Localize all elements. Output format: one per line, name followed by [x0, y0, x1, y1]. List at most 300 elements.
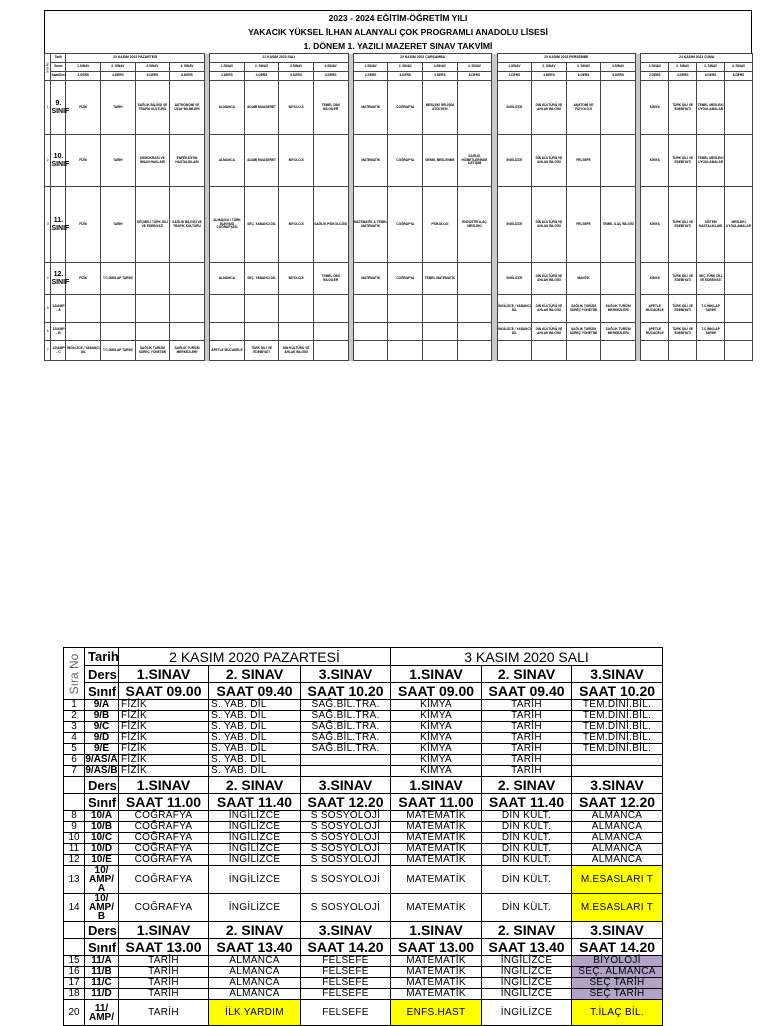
class-label: 11. SINIF [51, 187, 66, 263]
top-class-row [45, 323, 753, 341]
top-exam-cell [457, 341, 492, 361]
top-period-header: 8.DERS [313, 72, 348, 81]
exam-subject-cell: ALMANCA [209, 978, 301, 989]
exam-subject-cell: TEM.DİNİ.BİL. [572, 733, 663, 744]
exam-subject-cell: S SOSYOLOJİ [301, 833, 391, 844]
exam-subject-cell: S SOSYOLOJİ [301, 822, 391, 833]
top-exam-cell [66, 323, 101, 341]
bottom-exam-row [64, 666, 663, 683]
exam-subject-cell: TARİH [119, 989, 209, 1000]
exam-subject-cell: S SOSYOLOJİ [301, 866, 391, 894]
top-exam-cell [423, 295, 458, 323]
exam-subject-cell: DİN KÜLT. [482, 866, 572, 894]
top-exam-cell: BİYOLOJİ [279, 263, 314, 295]
exam-subject-cell [301, 755, 391, 766]
exam-subject-cell: COĞRAFYA [119, 811, 209, 822]
row-number: 6 [45, 323, 51, 341]
top-exam-cell [457, 263, 492, 295]
exam-subject-cell: TEM.DİNİ.BİL. [572, 722, 663, 733]
top-exam-cell [353, 295, 388, 323]
top-exam-cell: MATEMATİK & TEMEL MATEMATİK [353, 187, 388, 263]
top-exam-cell: FİZİK [66, 135, 101, 187]
bottom-class-row [64, 844, 663, 855]
top-class-row [45, 295, 753, 323]
top-exam-header: 4. SINAV [170, 63, 205, 72]
time-header: SAAT 11.40 [209, 794, 301, 811]
exam-subject-cell: İNGİLİZCE [209, 866, 301, 894]
top-day-header: 24 KASIM 2023 CUMA [641, 54, 753, 63]
top-exam-cell: İNGİLİZCE [497, 263, 532, 295]
exam-subject-cell: ALMANCA [209, 989, 301, 1000]
top-period-header: 8.DERS [601, 72, 636, 81]
time-header: SAAT 13.40 [209, 939, 301, 956]
exam-subject-cell: DİN KÜLT. [482, 833, 572, 844]
exam-subject-cell: ALMANCA [209, 967, 301, 978]
exam-subject-cell: KİMYA [391, 700, 482, 711]
row-number: 4 [64, 733, 85, 744]
top-exam-cell: DİN KÜLTÜRÜ VE AHLAK BİLGİSİ [279, 341, 314, 361]
top-exam-cell: SİSTEM HASTALIKLARI [697, 187, 725, 263]
top-class-row [45, 341, 753, 361]
exam-subject-cell: COĞRAFYA [119, 844, 209, 855]
row-number: 8 [64, 811, 85, 822]
lesson-label: Ders [85, 777, 119, 794]
top-period-header: 4.DERS [669, 72, 697, 81]
top-exam-cell [210, 295, 245, 323]
top-meta-label: Tarih [51, 54, 66, 63]
time-header: SAAT 11.00 [119, 794, 209, 811]
class-name: 11/A [85, 956, 119, 967]
top-exam-cell: ENDÜSTRİ İLAÇ MESLEKİ [457, 187, 492, 263]
time-header: SAAT 11.40 [482, 794, 572, 811]
top-day-header: 21 KASIM 2023 SALI [210, 54, 348, 63]
row-number: 1 [45, 81, 51, 135]
top-exam-cell: ADABI MUAŞERET [244, 81, 279, 135]
exam-subject-cell: MATEMATİK [391, 833, 482, 844]
class-name: 11/D [85, 989, 119, 1000]
top-exam-cell [313, 135, 348, 187]
row-number: 16 [64, 967, 85, 978]
top-exam-cell: T.C.İNKILAP TARİHİ [101, 341, 136, 361]
top-exam-header: 2. SINAV [101, 63, 136, 72]
exam-subject-cell: KİMYA [391, 733, 482, 744]
exam-subject-cell: SEÇ. ALMANCA [572, 967, 663, 978]
top-exam-header: 3. SINAV [697, 63, 725, 72]
top-exam-cell: T.C.İNKILAP TARİHİ [697, 295, 725, 323]
row-number: 9 [64, 822, 85, 833]
exam-subject-cell: MATEMATİK [391, 822, 482, 833]
top-exam-cell: MESLEKİ UYGULAMALAR [725, 187, 753, 263]
top-exam-header: 3.SINAV [423, 63, 458, 72]
exam-subject-cell: TARİH [482, 733, 572, 744]
bottom-date-row [64, 648, 663, 666]
class-name: 10/ AMP/ B [85, 894, 119, 922]
exam-subject-cell: KİMYA [391, 766, 482, 777]
class-label-header: Sınıf [85, 939, 119, 956]
exam-subject-cell: COĞRAFYA [119, 822, 209, 833]
bottom-class-row [64, 811, 663, 822]
top-exam-cell: ALMANCA [210, 135, 245, 187]
top-exam-cell: ALMANCA [210, 81, 245, 135]
top-exam-cell: ALMANCA [210, 263, 245, 295]
top-exam-cell: ENFEKSİYON HASTALIKLARI [170, 135, 205, 187]
exam-subject-cell: BİYOLOJİ [572, 956, 663, 967]
top-exam-cell [725, 323, 753, 341]
exam-header: 2. SINAV [482, 922, 572, 939]
top-title-exam: 1. DÖNEM 1. YAZILI MAZERET SINAV TAKVİMİ [303, 41, 493, 51]
top-exam-cell: DEMOKRASİ VE İNSAN HAKLARI [135, 135, 170, 187]
top-exam-cell: TÜRK DİLİ VE EDEBİYATI [669, 187, 697, 263]
time-header: SAAT 14.20 [572, 939, 663, 956]
top-exam-cell: TÜRK DİLİ VE EDEBİYATI [669, 135, 697, 187]
exam-subject-cell: MATEMATİK [391, 811, 482, 822]
bottom-time-row [64, 939, 663, 956]
row-number-header [64, 648, 85, 700]
top-exam-cell: SAĞLIK TURİZM MERKEZLERİ [601, 295, 636, 323]
row-number: 2 [45, 135, 51, 187]
time-header: SAAT 11.00 [391, 794, 482, 811]
top-exam-header: 4.SINAV [601, 63, 636, 72]
row-number: 1 [64, 700, 85, 711]
top-exam-cell: ASTRONOMİ VE UZAY BİLİMLERİ [170, 81, 205, 135]
exam-subject-cell: ALMANCA [572, 822, 663, 833]
top-exam-cell [725, 81, 753, 135]
top-exam-cell [601, 135, 636, 187]
row-number: 2 [64, 711, 85, 722]
top-period-header: 2.DERS [353, 72, 388, 81]
exam-subject-cell: S. YAB. DİL [209, 733, 301, 744]
time-header: SAAT 09.40 [482, 683, 572, 700]
top-exam-schedule [44, 10, 752, 361]
exam-subject-cell: KİMYA [391, 722, 482, 733]
exam-subject-cell: COĞRAFYA [119, 833, 209, 844]
top-class-row [45, 187, 753, 263]
top-exam-cell: SAĞLIK TURİZM SÜREÇ YÖNETİMİ [566, 323, 601, 341]
top-exam-header: 1.SINAV [641, 63, 669, 72]
day-header: 2 KASIM 2020 PAZARTESİ [119, 648, 391, 666]
top-period-header: 8.DERS [457, 72, 492, 81]
row-number: 14 [64, 894, 85, 922]
top-exam-cell: SEÇ.TÜRK DİLİ VE EDEBİYATI [697, 263, 725, 295]
exam-header: 1.SINAV [391, 922, 482, 939]
top-exam-cell: FİZİK [66, 263, 101, 295]
top-exam-cell [66, 295, 101, 323]
top-exam-header: 3.SINAV [135, 63, 170, 72]
bottom-exam-row [64, 777, 663, 794]
bottom-class-row [64, 755, 663, 766]
top-exam-cell: SEÇ. YABANCI DİL [244, 187, 279, 263]
exam-header: 3.SINAV [572, 777, 663, 794]
exam-header: 2. SINAV [482, 666, 572, 683]
exam-subject-cell: İNGİLİZCE [482, 978, 572, 989]
exam-subject-cell: KİMYA [391, 744, 482, 755]
top-exam-cell: KİMYA [641, 135, 669, 187]
top-exam-cell: DİN KÜLTÜRÜ VE AHLAK BİLGİSİ [532, 81, 567, 135]
top-exam-cell: İNGİLİZCE / YABANCI DİL [497, 323, 532, 341]
exam-subject-cell: DİN KÜLT. [482, 855, 572, 866]
lesson-label: Ders [85, 922, 119, 939]
top-exam-cell: COĞRAFYA [388, 135, 423, 187]
top-exam-cell: TEMEL DİNİ BİLGİLER [313, 263, 348, 295]
top-exam-cell: TEMEL İLAÇ BİLGİSİ [601, 187, 636, 263]
row-number-header: Sıra No [45, 54, 51, 81]
top-exam-cell [457, 295, 492, 323]
top-exam-cell: TÜRK DİLİ VE EDEBİYATI [244, 341, 279, 361]
top-exam-cell: SAĞLIK BİLGİSİ VE TRAFİK KÜLTÜRÜ [170, 187, 205, 263]
class-label-header: Sınıf [85, 794, 119, 811]
exam-subject-cell: DİN KÜLT. [482, 844, 572, 855]
row-number-blank [64, 794, 85, 811]
top-exam-cell: AFETLE MÜCADELE [641, 295, 669, 323]
top-exam-cell [353, 341, 388, 361]
exam-subject-cell: ALMANCA [572, 844, 663, 855]
class-name: 9/B [85, 711, 119, 722]
time-header: SAAT 13.00 [119, 939, 209, 956]
top-exam-cell [566, 341, 601, 361]
top-exam-cell [725, 135, 753, 187]
row-number: 20 [64, 1000, 85, 1026]
top-meta-label: Sınav [51, 63, 66, 72]
top-exam-cell: ALMANCA / TÜRK DÜNYASI COĞRAFYASI [210, 187, 245, 263]
exam-subject-cell [301, 766, 391, 777]
top-exam-cell: T.C.İNKILAP TARİHİ [101, 263, 136, 295]
top-header-row [45, 54, 753, 63]
top-title-school: YAKACIK YÜKSEL İLHAN ALANYALI ÇOK PROGRAMLI ANADOLU LİSESİ [248, 27, 548, 37]
top-period-header: 2.DERS [641, 72, 669, 81]
top-exam-cell [313, 323, 348, 341]
exam-subject-cell: MATEMATİK [391, 989, 482, 1000]
top-exam-cell: SAĞLIK TURİZM SÜREÇ YÖNETİMİ [135, 341, 170, 361]
exam-subject-cell: TARİH [482, 700, 572, 711]
class-label-header: Sınıf [85, 683, 119, 700]
exam-subject-cell: FİZİK [119, 744, 209, 755]
top-day-header: 23 KASIM 2023 PERŞEMBE [497, 54, 635, 63]
top-exam-cell [641, 341, 669, 361]
top-class-row [45, 81, 753, 135]
top-exam-cell: SAĞLIK HİZMETLERİNDE İLETİŞİM [457, 135, 492, 187]
bottom-exam-schedule [63, 647, 663, 1026]
top-class-row [45, 263, 753, 295]
top-exam-cell [279, 323, 314, 341]
top-exam-cell: T.C.İNKILAP TARİHİ [697, 323, 725, 341]
top-exam-cell: MATEMATİK [353, 135, 388, 187]
top-exam-cell [457, 81, 492, 135]
row-number: 18 [64, 989, 85, 1000]
exam-subject-cell: KİMYA [391, 711, 482, 722]
class-name: 11/C [85, 978, 119, 989]
top-exam-cell: İNGİLİZCE [497, 135, 532, 187]
class-name: 11/ AMP/ [85, 1000, 119, 1026]
top-period-header: 4.DERS [101, 72, 136, 81]
row-number: 3 [45, 187, 51, 263]
row-number: 13 [64, 866, 85, 894]
exam-header: 1.SINAV [119, 922, 209, 939]
top-period-header: 8.DERS [170, 72, 205, 81]
top-exam-cell: İNGİLİZCE / YABANCI DİL [497, 295, 532, 323]
row-number: 5 [64, 744, 85, 755]
row-number: 15 [64, 956, 85, 967]
top-period-header: 4.DERS [244, 72, 279, 81]
exam-subject-cell: İNGİLİZCE [209, 833, 301, 844]
top-exam-cell [423, 341, 458, 361]
top-period-header: 2.DERS [497, 72, 532, 81]
top-exam-header: 4. SINAV [457, 63, 492, 72]
exam-header: 3.SINAV [301, 777, 391, 794]
top-exam-cell: TARİH [101, 187, 136, 263]
top-exam-cell [135, 263, 170, 295]
top-exam-cell [669, 341, 697, 361]
top-exam-cell [313, 341, 348, 361]
top-period-header: 6.DERS [566, 72, 601, 81]
top-exam-header: 2. SINAV [244, 63, 279, 72]
top-period-header: 6.DERS [135, 72, 170, 81]
row-number: 6 [64, 755, 85, 766]
exam-subject-cell: TARİH [119, 956, 209, 967]
class-label: 12/AMP - C [51, 341, 66, 361]
top-exam-cell [101, 323, 136, 341]
top-exam-cell [725, 263, 753, 295]
bottom-time-row [64, 683, 663, 700]
top-exam-cell: TARİH [101, 135, 136, 187]
top-exam-cell: İNGİLİZCE / YABANCI DİL [66, 341, 101, 361]
exam-subject-cell: FELSEFE [301, 989, 391, 1000]
top-exam-header: 1.SINAV [497, 63, 532, 72]
exam-subject-cell: SEÇ TARİH [572, 989, 663, 1000]
exam-subject-cell: S SOSYOLOJİ [301, 855, 391, 866]
top-exam-cell [388, 341, 423, 361]
exam-subject-cell: TARİH [482, 711, 572, 722]
exam-subject-cell: FELSEFE [301, 978, 391, 989]
exam-header: 1.SINAV [391, 777, 482, 794]
exam-subject-cell: DİN KÜLT. [482, 894, 572, 922]
row-number: 4 [45, 263, 51, 295]
day-header: 3 KASIM 2020 SALI [391, 648, 663, 666]
exam-subject-cell: FİZİK [119, 722, 209, 733]
top-exam-cell: SAĞLIK BİLGİSİ VE TRAFİK KÜLTÜRÜ [135, 81, 170, 135]
top-exam-cell: TÜRK DİLİ VE EDEBİYATI [669, 295, 697, 323]
class-name: 10/C [85, 833, 119, 844]
class-label: 10. SINIF [51, 135, 66, 187]
exam-header: 3.SINAV [301, 666, 391, 683]
exam-subject-cell: COĞRAFYA [119, 894, 209, 922]
exam-subject-cell: T.İLAÇ BİL. [572, 1000, 663, 1026]
top-title-block [44, 10, 752, 53]
top-exam-cell [532, 341, 567, 361]
top-exam-cell: SAĞLIK TURİZM MERKEZLERİ [170, 341, 205, 361]
top-exam-cell: TEMEL DİNİ BİLGİLER [313, 81, 348, 135]
exam-subject-cell: İNGİLİZCE [482, 1000, 572, 1026]
top-exam-cell [601, 263, 636, 295]
top-exam-header: 1.SINAV [353, 63, 388, 72]
exam-subject-cell: İLK YARDIM [209, 1000, 301, 1026]
top-exam-cell: MATEMATİK [353, 263, 388, 295]
top-exam-cell [170, 295, 205, 323]
top-exam-header: 4.SINAV [313, 63, 348, 72]
top-exam-cell [170, 263, 205, 295]
top-exam-cell [601, 341, 636, 361]
top-exam-cell [353, 323, 388, 341]
top-day-header: 20 KASIM 2023 PAZARTESİ [66, 54, 204, 63]
top-exam-header: 2. SINAV [532, 63, 567, 72]
top-period-header: 6.DERS [279, 72, 314, 81]
class-label: 9. SINIF [51, 81, 66, 135]
top-exam-cell: MANTIK [566, 263, 601, 295]
top-exam-cell: COĞRAFYA [388, 81, 423, 135]
exam-subject-cell: COĞRAFYA [119, 866, 209, 894]
row-number: 7 [45, 341, 51, 361]
time-header: SAAT 10.20 [301, 683, 391, 700]
exam-subject-cell: MATEMATİK [391, 978, 482, 989]
exam-subject-cell: SAĞ.BİL.TRA. [301, 744, 391, 755]
class-name: 10/D [85, 844, 119, 855]
exam-subject-cell: TARİH [482, 755, 572, 766]
class-name: 10/B [85, 822, 119, 833]
top-exam-cell: FİZİK [66, 187, 101, 263]
bottom-class-row [64, 1000, 663, 1026]
class-name: 9/AS/A [85, 754, 118, 765]
exam-subject-cell: S. YAB. DİL [209, 766, 301, 777]
top-day-header: 22 KASIM 2023 ÇARŞAMBA [353, 54, 491, 63]
top-exam-cell: TEMEL MATEMATİK [423, 263, 458, 295]
top-title-year: 2023 - 2024 EĞİTİM-ÖĞRETİM YILI [328, 13, 468, 23]
top-exam-cell [601, 81, 636, 135]
top-exam-cell [457, 323, 492, 341]
exam-subject-cell: MATEMATİK [391, 956, 482, 967]
top-exam-cell: SAĞLIK TURİZM SÜREÇ YÖNETİMİ [566, 295, 601, 323]
exam-subject-cell: S SOSYOLOJİ [301, 894, 391, 922]
top-header-row [45, 72, 753, 81]
top-exam-cell [697, 341, 725, 361]
row-number: 10 [64, 833, 85, 844]
exam-subject-cell: S. YAB. DİL [209, 722, 301, 733]
time-header: SAAT 09.00 [119, 683, 209, 700]
time-header: SAAT 10.20 [572, 683, 663, 700]
exam-subject-cell: TARİH [482, 766, 572, 777]
exam-subject-cell: İNGİLİZCE [209, 844, 301, 855]
time-header: SAAT 09.40 [209, 683, 301, 700]
top-exam-cell: COĞRAFYA [388, 263, 423, 295]
top-class-row [45, 135, 753, 187]
top-period-header: 2.DERS [66, 72, 101, 81]
top-exam-cell: İNGİLİZCE [497, 187, 532, 263]
top-exam-cell: BİYOLOJİ [279, 135, 314, 187]
top-exam-cell [725, 295, 753, 323]
top-exam-header: 1.SINAV [66, 63, 101, 72]
exam-subject-cell: M.ESASLARI T [572, 866, 663, 894]
top-exam-cell: SAĞLIK PSİKOLOJİSİ [313, 187, 348, 263]
top-exam-cell: SAĞLIK TURİZM MERKEZLERİ [601, 323, 636, 341]
exam-header: 2. SINAV [209, 922, 301, 939]
exam-subject-cell: TEM.DİNİ.BİL. [572, 744, 663, 755]
top-exam-cell: DİN KÜLTÜRÜ VE AHLAK BİLGİSİ [532, 187, 567, 263]
top-exam-cell [388, 323, 423, 341]
exam-subject-cell: FİZİK [119, 700, 209, 711]
exam-subject-cell: COĞRAFYA [119, 855, 209, 866]
top-exam-cell: FELSEFE [566, 135, 601, 187]
top-exam-cell: BİYOLOJİ [279, 81, 314, 135]
bottom-class-row [64, 989, 663, 1000]
exam-subject-cell: TEM.DİNİ.BİL. [572, 711, 663, 722]
time-header: SAAT 14.20 [301, 939, 391, 956]
top-exam-cell: MATEMATİK [353, 81, 388, 135]
top-exam-cell: İNGİLİZCE [497, 81, 532, 135]
top-exam-cell [135, 295, 170, 323]
class-name: 9/D [85, 733, 119, 744]
top-exam-cell: GENEL BESLENME [423, 135, 458, 187]
top-period-header: 6.DERS [697, 72, 725, 81]
exam-header: 3.SINAV [572, 666, 663, 683]
exam-subject-cell: İNGİLİZCE [482, 967, 572, 978]
